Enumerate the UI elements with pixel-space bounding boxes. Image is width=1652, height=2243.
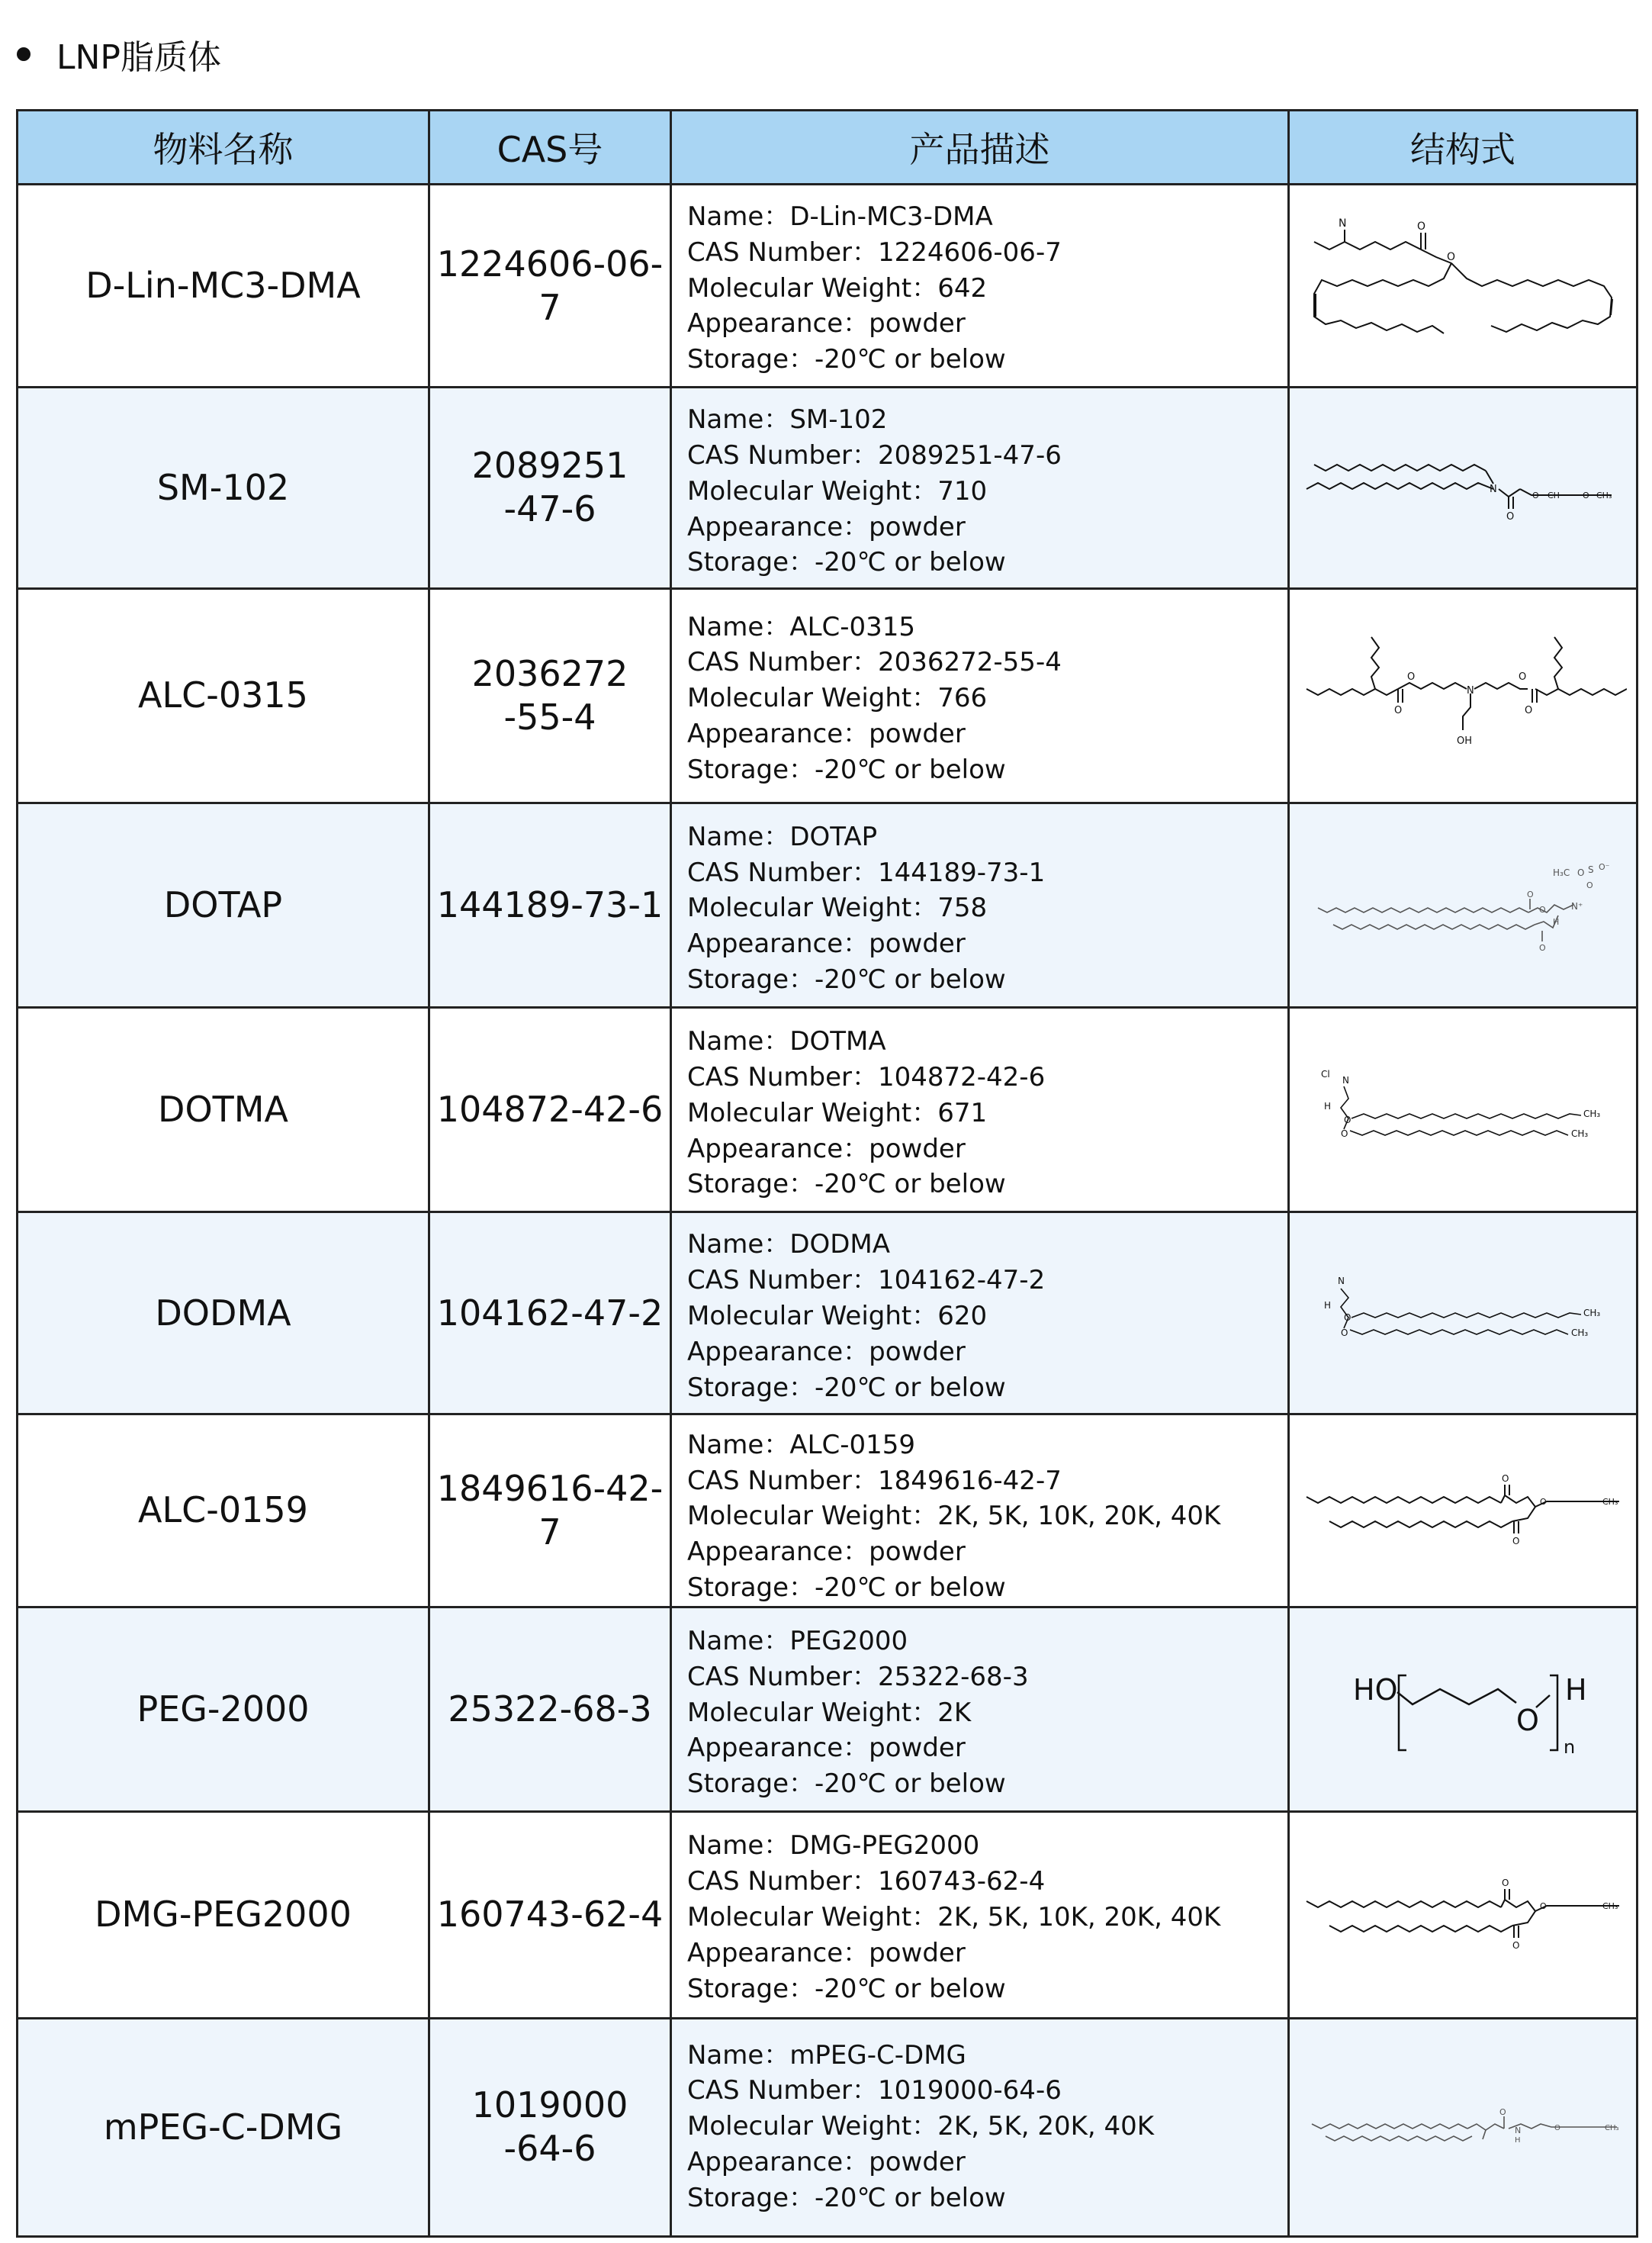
cas-cell: 2036272 -55-4 (429, 588, 671, 803)
desc-name-line (687, 1024, 1287, 1060)
table-row (18, 1812, 1638, 2018)
desc-appearance-line (687, 510, 1287, 545)
desc-value: powder (869, 928, 966, 960)
svg-text:O: O (1586, 880, 1593, 890)
desc-value: 710 (937, 475, 988, 507)
desc-appearance-line (687, 1334, 1287, 1370)
svg-text:CH₃: CH₃ (1602, 1900, 1618, 1911)
description-cell (671, 1607, 1289, 1812)
desc-value: -20℃ or below (815, 1572, 1006, 1603)
desc-label: Appearance： (687, 1537, 869, 1568)
svg-text:n: n (1564, 1736, 1576, 1758)
desc-value: -20℃ or below (815, 1169, 1006, 1200)
desc-label: Appearance： (687, 1937, 869, 1968)
desc-appearance-line (687, 1730, 1287, 1766)
desc-mw-line (687, 890, 1287, 926)
cas-cell: 160743-62-4 (429, 1812, 671, 2018)
material-name-cell: DOTMA (18, 1008, 429, 1212)
svg-text:O: O (1512, 1535, 1520, 1546)
desc-mw-line (687, 681, 1287, 716)
svg-text:CH₃: CH₃ (1602, 1496, 1618, 1507)
desc-label: CAS Number： (687, 1265, 878, 1296)
desc-label: Molecular Weight： (687, 1901, 938, 1932)
desc-label: Storage： (687, 1768, 815, 1800)
desc-name-line (687, 402, 1287, 438)
table-row (18, 2018, 1638, 2236)
desc-appearance-line (687, 716, 1287, 752)
desc-mw-line (687, 474, 1287, 510)
desc-value: -20℃ or below (815, 964, 1006, 996)
table-header-row (18, 111, 1638, 185)
cas-cell: 104162-47-2 (429, 1212, 671, 1414)
svg-text:O: O (1502, 1472, 1509, 1484)
cas-cell: 1849616-42-7 (429, 1414, 671, 1607)
desc-label: Name： (687, 611, 790, 642)
desc-label: CAS Number： (687, 1661, 878, 1692)
desc-storage-line (687, 752, 1287, 788)
desc-value: -20℃ or below (815, 2182, 1006, 2213)
table-row (18, 588, 1638, 803)
desc-value: 2089251-47-6 (877, 440, 1062, 471)
desc-label: Appearance： (687, 928, 869, 960)
desc-label: Molecular Weight： (687, 1501, 938, 1532)
desc-value: 758 (937, 893, 988, 924)
structure-cell (1289, 185, 1638, 388)
svg-text:CH₃: CH₃ (1605, 2124, 1619, 2133)
desc-value: -20℃ or below (815, 1973, 1006, 2004)
svg-text:O: O (1516, 1703, 1539, 1737)
desc-label: Molecular Weight： (687, 683, 938, 714)
mpeg-c-dmg-structure-image (1303, 2089, 1623, 2165)
table-row (18, 1414, 1638, 1607)
desc-label: Storage： (687, 1372, 815, 1403)
desc-label: CAS Number： (687, 647, 878, 678)
peg-structure-image (1333, 1652, 1593, 1767)
svg-text:N: N (1339, 217, 1347, 230)
description-cell (671, 1008, 1289, 1212)
svg-text:H₃C: H₃C (1553, 867, 1570, 878)
svg-text:O: O (1447, 250, 1456, 263)
dmg-peg-structure-image (1299, 1869, 1627, 1961)
desc-storage-line (687, 962, 1287, 998)
desc-label: CAS Number： (687, 857, 878, 888)
svg-text:O: O (1407, 671, 1416, 683)
desc-value: -20℃ or below (815, 547, 1006, 578)
desc-value: DODMA (789, 1229, 891, 1260)
svg-text:O: O (1583, 491, 1589, 501)
material-name-cell: SM-102 (18, 388, 429, 588)
desc-appearance-line (687, 306, 1287, 342)
material-name-cell: ALC-0315 (18, 588, 429, 803)
desc-name-line (687, 1828, 1287, 1864)
svg-text:Cl: Cl (1321, 1068, 1330, 1080)
desc-label: Name： (687, 821, 790, 852)
desc-value: -20℃ or below (815, 754, 1006, 785)
desc-value: powder (869, 1133, 966, 1164)
desc-value: PEG2000 (789, 1626, 908, 1657)
svg-text:O: O (1344, 1114, 1351, 1125)
svg-text:N: N (1467, 684, 1474, 697)
description-cell (671, 185, 1289, 388)
structure-cell (1289, 1414, 1638, 1607)
desc-value: powder (869, 1537, 966, 1568)
desc-value: powder (869, 511, 966, 542)
desc-appearance-line (687, 926, 1287, 962)
desc-cas-line (687, 855, 1287, 891)
material-name-cell: PEG-2000 (18, 1607, 429, 1812)
desc-cas-line (687, 1263, 1287, 1298)
cas-cell: 2089251 -47-6 (429, 388, 671, 588)
table-row (18, 1607, 1638, 1812)
desc-label: Storage： (687, 2182, 815, 2213)
header-product-description: 产品描述 (671, 111, 1289, 185)
desc-appearance-line (687, 1534, 1287, 1570)
structure-cell (1289, 1812, 1638, 2018)
desc-value: 671 (937, 1097, 988, 1128)
desc-value: 2036272-55-4 (877, 647, 1062, 678)
structure-cell (1289, 803, 1638, 1007)
desc-label: Name： (687, 1229, 790, 1260)
desc-value: powder (869, 1733, 966, 1764)
desc-label: Name： (687, 404, 790, 436)
desc-label: Name： (687, 1026, 790, 1057)
desc-storage-line (687, 342, 1287, 378)
desc-cas-line (687, 235, 1287, 271)
desc-value: -20℃ or below (815, 1768, 1006, 1800)
desc-value: 160743-62-4 (877, 1866, 1046, 1897)
cas-cell: 1224606-06-7 (429, 185, 671, 388)
desc-name-line (687, 2038, 1287, 2074)
svg-text:CH₃: CH₃ (1596, 491, 1612, 501)
desc-label: Storage： (687, 1169, 815, 1200)
desc-value: 2K, 5K, 10K, 20K, 40K (937, 1901, 1221, 1932)
svg-text:H: H (1324, 1300, 1332, 1311)
desc-value: 620 (937, 1301, 988, 1332)
desc-label: Storage： (687, 547, 815, 578)
desc-value: DOTMA (789, 1026, 886, 1057)
desc-value: 2K, 5K, 20K, 40K (937, 2111, 1155, 2142)
desc-value: powder (869, 1937, 966, 1968)
svg-text:O⁻: O⁻ (1599, 861, 1610, 872)
svg-text:O: O (1554, 2124, 1560, 2133)
desc-name-line (687, 1427, 1287, 1463)
desc-value: 2K, 5K, 10K, 20K, 40K (937, 1501, 1221, 1532)
svg-text:OH: OH (1457, 735, 1473, 747)
desc-mw-line (687, 1498, 1287, 1534)
desc-value: DOTAP (789, 821, 878, 852)
svg-text:O: O (1512, 1939, 1520, 1951)
desc-storage-line (687, 545, 1287, 581)
svg-text:O: O (1344, 1312, 1351, 1324)
svg-text:O: O (1341, 1327, 1348, 1339)
dodma-structure-image (1310, 1267, 1615, 1359)
desc-label: Molecular Weight： (687, 893, 938, 924)
desc-value: 1849616-42-7 (877, 1465, 1062, 1496)
material-name-cell: ALC-0159 (18, 1414, 429, 1607)
desc-value: 2K (937, 1697, 972, 1728)
desc-cas-line (687, 1060, 1287, 1096)
desc-label: Molecular Weight： (687, 1697, 938, 1728)
desc-value: 1224606-06-7 (877, 237, 1062, 268)
desc-label: Molecular Weight： (687, 2111, 938, 2142)
desc-label: CAS Number： (687, 1465, 878, 1496)
desc-mw-line (687, 1695, 1287, 1731)
desc-value: powder (869, 2147, 966, 2178)
desc-storage-line (687, 1971, 1287, 2007)
desc-storage-line (687, 1370, 1287, 1406)
desc-name-line (687, 1227, 1287, 1263)
structure-cell (1289, 2018, 1638, 2236)
desc-label: CAS Number： (687, 1866, 878, 1897)
desc-value: mPEG-C-DMG (789, 2039, 966, 2071)
desc-label: Molecular Weight： (687, 1097, 938, 1128)
desc-label: Storage： (687, 1572, 815, 1603)
desc-label: Molecular Weight： (687, 1301, 938, 1332)
svg-text:O: O (1499, 2107, 1506, 2118)
cas-cell: 144189-73-1 (429, 803, 671, 1007)
svg-text:H: H (1324, 1100, 1332, 1112)
desc-value: 144189-73-1 (877, 857, 1046, 888)
svg-text:S: S (1588, 864, 1594, 875)
desc-storage-line (687, 1766, 1287, 1802)
desc-appearance-line (687, 1936, 1287, 1971)
table-row (18, 185, 1638, 388)
description-cell (671, 388, 1289, 588)
structure-cell (1289, 588, 1638, 803)
svg-text:N⁺: N⁺ (1571, 900, 1583, 912)
svg-text:O: O (1539, 942, 1546, 953)
description-cell (671, 1414, 1289, 1607)
svg-text:O: O (1532, 491, 1539, 501)
desc-label: Storage： (687, 344, 815, 375)
desc-label: CAS Number： (687, 2075, 878, 2106)
svg-text:O: O (1577, 867, 1585, 878)
desc-mw-line (687, 1900, 1287, 1936)
desc-label: Storage： (687, 754, 815, 785)
desc-mw-line (687, 1096, 1287, 1131)
sm102-structure-image (1299, 442, 1627, 533)
desc-label: Appearance： (687, 2147, 869, 2178)
desc-label: CAS Number： (687, 237, 878, 268)
header-structure: 结构式 (1289, 111, 1638, 185)
svg-text:CH₃: CH₃ (1571, 1327, 1589, 1339)
desc-value: 766 (937, 683, 988, 714)
desc-label: Appearance： (687, 1133, 869, 1164)
description-cell (671, 803, 1289, 1007)
desc-label: Molecular Weight： (687, 272, 938, 304)
desc-storage-line (687, 1570, 1287, 1606)
desc-label: Appearance： (687, 308, 869, 340)
svg-text:N: N (1342, 1074, 1349, 1086)
desc-cas-line (687, 1659, 1287, 1695)
desc-appearance-line (687, 2145, 1287, 2180)
svg-text:O: O (1527, 889, 1534, 899)
description-cell (671, 1812, 1289, 2018)
material-name-cell: DMG-PEG2000 (18, 1812, 429, 2018)
section-heading (17, 27, 221, 81)
desc-value: -20℃ or below (815, 1372, 1006, 1403)
mc3-structure-image (1299, 210, 1627, 362)
material-name-cell: DODMA (18, 1212, 429, 1414)
svg-text:O: O (1394, 704, 1403, 716)
alc0159-structure-image (1299, 1465, 1627, 1556)
desc-value: -20℃ or below (815, 344, 1006, 375)
description-cell (671, 588, 1289, 803)
material-name-cell: D-Lin-MC3-DMA (18, 185, 429, 388)
desc-value: powder (869, 1336, 966, 1367)
section-title: LNP脂质体 (56, 38, 221, 77)
svg-text:O: O (1540, 1496, 1547, 1507)
desc-label: Name： (687, 1429, 790, 1460)
lnp-lipid-table (16, 109, 1638, 2238)
desc-label: Molecular Weight： (687, 475, 938, 507)
desc-name-line (687, 1624, 1287, 1659)
svg-text:N: N (1515, 2126, 1522, 2136)
header-material-name: 物料名称 (18, 111, 429, 185)
cas-cell: 104872-42-6 (429, 1008, 671, 1212)
svg-text:CH₃: CH₃ (1583, 1108, 1601, 1119)
desc-value: powder (869, 308, 966, 340)
table-row (18, 1212, 1638, 1414)
desc-label: Name： (687, 1626, 790, 1657)
svg-text:H: H (1515, 2136, 1521, 2145)
structure-cell (1289, 1212, 1638, 1414)
desc-label: Storage： (687, 1973, 815, 2004)
svg-text:O: O (1539, 904, 1546, 915)
desc-value: 642 (937, 272, 988, 304)
desc-cas-line (687, 1864, 1287, 1900)
structure-cell (1289, 1008, 1638, 1212)
svg-text:N: N (1338, 1276, 1345, 1287)
table-row (18, 803, 1638, 1007)
structure-cell (1289, 1607, 1638, 1812)
dotma-structure-image (1310, 1060, 1615, 1160)
desc-label: CAS Number： (687, 440, 878, 471)
desc-value: 104162-47-2 (877, 1265, 1046, 1296)
desc-value: powder (869, 718, 966, 749)
desc-label: Appearance： (687, 1733, 869, 1764)
svg-text:N: N (1490, 484, 1497, 496)
desc-label: Appearance： (687, 718, 869, 749)
desc-value: 1019000-64-6 (877, 2075, 1062, 2106)
desc-label: Name： (687, 201, 790, 232)
desc-storage-line (687, 1167, 1287, 1202)
desc-label: Name： (687, 1830, 790, 1862)
material-name-cell: mPEG-C-DMG (18, 2018, 429, 2236)
desc-name-line (687, 819, 1287, 855)
svg-text:H: H (1553, 916, 1560, 927)
alc0315-structure-image (1299, 623, 1627, 768)
svg-text:O: O (1502, 1877, 1509, 1888)
desc-mw-line (687, 271, 1287, 307)
table-row (18, 388, 1638, 588)
desc-label: Name： (687, 2039, 790, 2071)
svg-text:CH₃: CH₃ (1583, 1308, 1601, 1319)
cas-cell: 25322-68-3 (429, 1607, 671, 1812)
desc-name-line (687, 199, 1287, 235)
desc-label: Appearance： (687, 511, 869, 542)
desc-value: ALC-0315 (789, 611, 916, 642)
svg-text:O: O (1540, 1900, 1547, 1911)
desc-label: Storage： (687, 964, 815, 996)
desc-value: 25322-68-3 (877, 1661, 1029, 1692)
svg-text:O: O (1519, 671, 1527, 683)
desc-value: D-Lin-MC3-DMA (789, 201, 993, 232)
desc-cas-line (687, 645, 1287, 681)
desc-appearance-line (687, 1131, 1287, 1167)
svg-text:O: O (1525, 704, 1533, 716)
svg-text:O: O (1341, 1128, 1348, 1139)
desc-mw-line (687, 1298, 1287, 1334)
structure-cell (1289, 388, 1638, 588)
desc-mw-line (687, 2109, 1287, 2145)
desc-value: SM-102 (789, 404, 888, 436)
svg-text:O: O (1506, 511, 1515, 523)
bullet-icon (17, 47, 31, 61)
svg-text:O: O (1417, 220, 1426, 233)
desc-name-line (687, 610, 1287, 645)
desc-value: 104872-42-6 (877, 1061, 1046, 1093)
svg-text:CH: CH (1548, 491, 1560, 501)
table-row (18, 1008, 1638, 1212)
svg-text:H: H (1565, 1672, 1587, 1707)
desc-cas-line (687, 438, 1287, 474)
dotap-structure-image (1310, 848, 1615, 963)
svg-text:HO: HO (1353, 1672, 1398, 1707)
material-name-cell: DOTAP (18, 803, 429, 1007)
svg-text:CH₃: CH₃ (1571, 1128, 1589, 1139)
cas-cell: 1019000 -64-6 (429, 2018, 671, 2236)
desc-label: Appearance： (687, 1336, 869, 1367)
desc-value: ALC-0159 (789, 1429, 916, 1460)
desc-label: CAS Number： (687, 1061, 878, 1093)
desc-cas-line (687, 2073, 1287, 2109)
desc-value: DMG-PEG2000 (789, 1830, 980, 1862)
description-cell (671, 2018, 1289, 2236)
header-cas-number: CAS号 (429, 111, 671, 185)
description-cell (671, 1212, 1289, 1414)
desc-storage-line (687, 2180, 1287, 2216)
desc-cas-line (687, 1463, 1287, 1499)
